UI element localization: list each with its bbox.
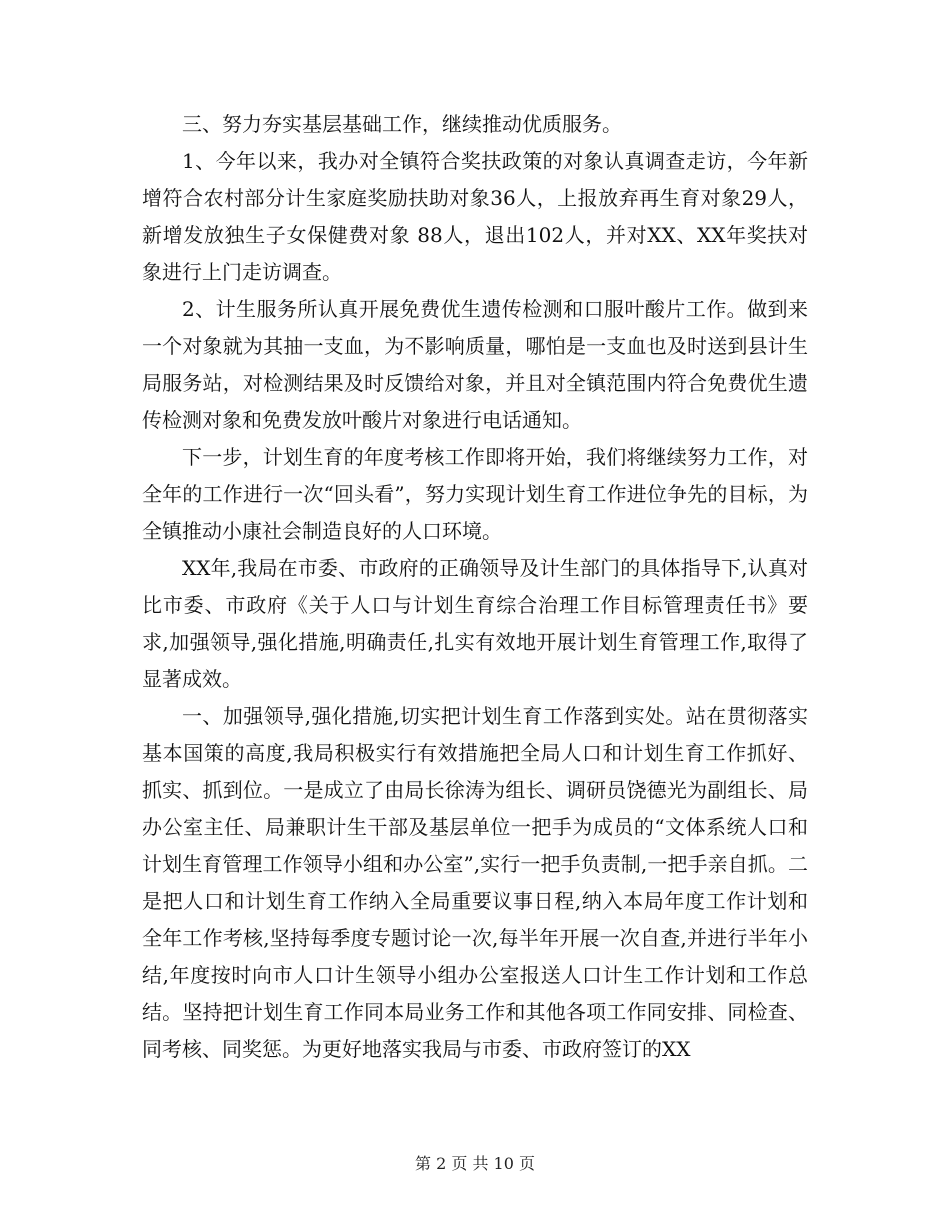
page-number-footer: 第 2 页 共 10 页 (415, 1154, 535, 1173)
paragraph-bureau-summary: XX年,我局在市委、市政府的正确领导及计生部门的具体指导下,认真对比市委、市政府《关于人口与计划生育综合治理工作目标管理责任书》要求,加强领导,强化措施,明确责任,扎实有效地开展计划生育管理工作,取得了显著成效。 (142, 556, 808, 691)
document-body (142, 106, 808, 1068)
paragraph-genetic-testing: 2、计生服务所认真开展免费优生遗传检测和口服叶酸片工作。做到来一个对象就为其抽一支血，为不影响质量，哪怕是一支血也及时送到县计生局服务站，对检测结果及时反馈给对象，并且对全镇范围内符合免费优生遗传检测对象和免费发放叶酸片对象进行电话通知。 (142, 297, 808, 432)
paragraph-leadership-measures: 一、加强领导,强化措施,切实把计划生育工作落到实处。站在贯彻落实基本国策的高度,我局积极实行有效措施把全局人口和计划生育工作抓好、抓实、抓到位。一是成立了由局长徐涛为组长、调研员饶德光为副组长、局办公室主任、局兼职计生干部及基层单位一把手为成员的“文体系统人口和计划生育管理工作领导小组和办公室”,实行一把手负责制,一把手亲自抓。二是把人口和计划生育工作纳入全局重要议事日程,纳入本局年度工作计划和全年工作考核,坚持每季度专题讨论一次,每半年开展一次自查,并进行半年小结,年度按时向市人口计生领导小组办公室报送人口计生工作计划和工作总结。坚持把计划生育工作同本局业务工作和其他各项工作同安排、同检查、同考核、同奖惩。为更好地落实我局与市委、市政府签订的XX (142, 704, 808, 1061)
paragraph-section-three-heading: 三、努力夯实基层基础工作，继续推动优质服务。 (182, 112, 622, 136)
paragraph-next-step: 下一步，计划生育的年度考核工作即将开始，我们将继续努力工作，对全年的工作进行一次“回头看”，努力实现计划生育工作进位争先的目标，为全镇推动小康社会制造良好的人口环境。 (142, 445, 808, 543)
paragraph-reward-subsidy: 1、今年以来，我办对全镇符合奖扶政策的对象认真调查走访，今年新增符合农村部分计生家庭奖励扶助对象36人，上报放弃再生育对象29人，新增发放独生子女保健费对象 88人，退出102人，并对XX、XX年奖扶对象进行上门走访调查。 (142, 149, 808, 284)
